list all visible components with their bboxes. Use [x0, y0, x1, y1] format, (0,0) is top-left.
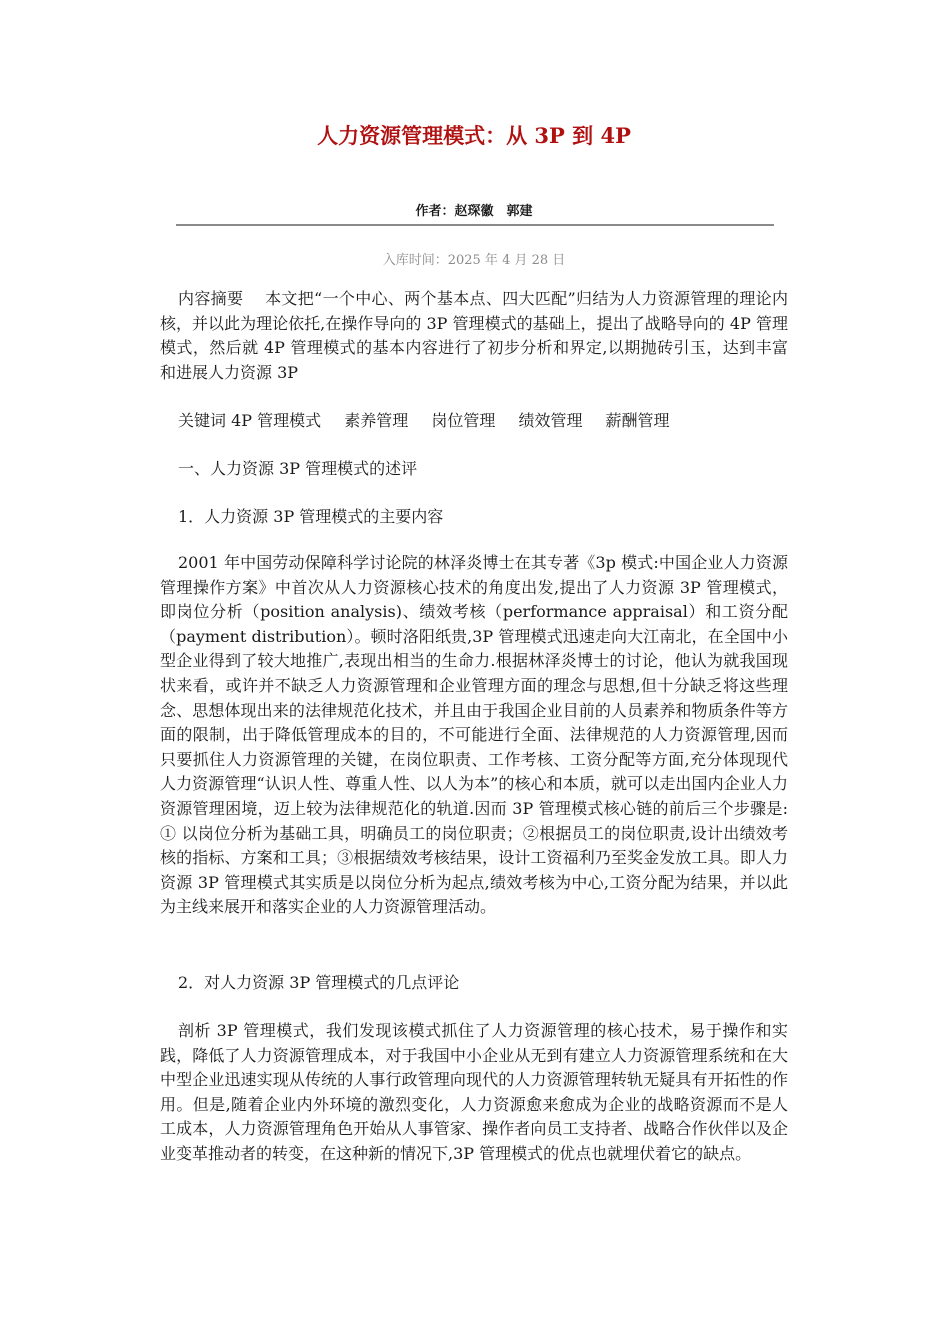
article-title: 人力资源管理模式：从 3P 到 4P — [317, 123, 631, 148]
section-heading: 一、人力资源 3P 管理模式的述评 — [178, 459, 418, 478]
header-divider — [176, 224, 774, 226]
subsection-heading: 1．人力资源 3P 管理模式的主要内容 — [178, 507, 444, 526]
article-author: 作者：赵琛徽 郭建 — [415, 204, 533, 219]
subsection-heading: 2．对人力资源 3P 管理模式的几点评论 — [178, 973, 460, 992]
keywords-line — [160, 409, 788, 434]
keyword-item: 素养管理 — [344, 411, 409, 430]
keywords-label: 关键词 4P 管理模式 — [178, 411, 322, 430]
body-paragraph: 2001 年中国劳动保障科学讨论院的林泽炎博士在其专著《3p 模式:中国企业人力资源管理操作方案》中首次从人力资源核心技术的角度出发,提出了人力资源 3P 管理模式，即岗位分析（position analysis)、绩效考核（performance appraisal）和工资分配（payment distribution）。顿时洛阳纸贵,3P 管理模式迅速走向大江南北，在全国中小型企业得到了较大地推广,表现出相当的生命力.根据林泽炎博士的讨论，他认为就我国现状来看，或许并不缺乏人力资源管理和企业管理方面的理念与思想,但十分缺乏将这些理念、思想体现出来的法律规范化技术，并且由于我国企业目前的人员素养和物质条件等方面的限制，出于降低管理成本的目的，不可能进行全面、法律规范的人力资源管理,因而只要抓住人力资源管理的关键，在岗位职责、工作考核、工资分配等方面,充分体现现代人力资源管理“认识人性、尊重人性、以人为本”的核心和本质，就可以走出国内企业人力资源管理困境，迈上较为法律规范化的轨道.因而 3P 管理模式核心链的前后三个步骤是:① 以岗位分析为基础工具，明确员工的岗位职责；②根据员工的岗位职责,设计出绩效考核的指标、方案和工具；③根据绩效考核结果，设计工资福利乃至奖金发放工具。即人力资源 3P 管理模式其实质是以岗位分析为起点,绩效考核为中心,工资分配为结果，并以此为主线来展开和落实企业的人力资源管理活动。 — [160, 553, 788, 917]
article-date: 入库时间：2025 年 4 月 28 日 — [382, 253, 566, 268]
keyword-item: 绩效管理 — [518, 411, 583, 430]
keyword-item: 薪酬管理 — [605, 411, 670, 430]
body-paragraph: 剖析 3P 管理模式，我们发现该模式抓住了人力资源管理的核心技术，易于操作和实践，降低了人力资源管理成本，对于我国中小企业从无到有建立人力资源管理系统和在大中型企业迅速实现从传统的人事行政管理向现代的人力资源管理转轨无疑具有开拓性的作用。但是,随着企业内外环境的激烈变化，人力资源愈来愈成为企业的战略资源而不是人工成本，人力资源管理角色开始从人事管家、操作者向员工支持者、战略合作伙伴以及企业变革推动者的转变，在这种新的情况下,3P 管理模式的优点也就埋伏着它的缺点。 — [160, 1021, 788, 1163]
abstract-paragraph: 内容摘要 本文把“一个中心、两个基本点、四大匹配”归结为人力资源管理的理论内核，并以此为理论依托,在操作导向的 3P 管理模式的基础上，提出了战略导向的 4P 管理模式，然后就 4P 管理模式的基本内容进行了初步分析和界定,以期抛砖引玉，达到丰富和进展人力资源 3P — [160, 289, 788, 382]
keyword-item: 岗位管理 — [431, 411, 496, 430]
